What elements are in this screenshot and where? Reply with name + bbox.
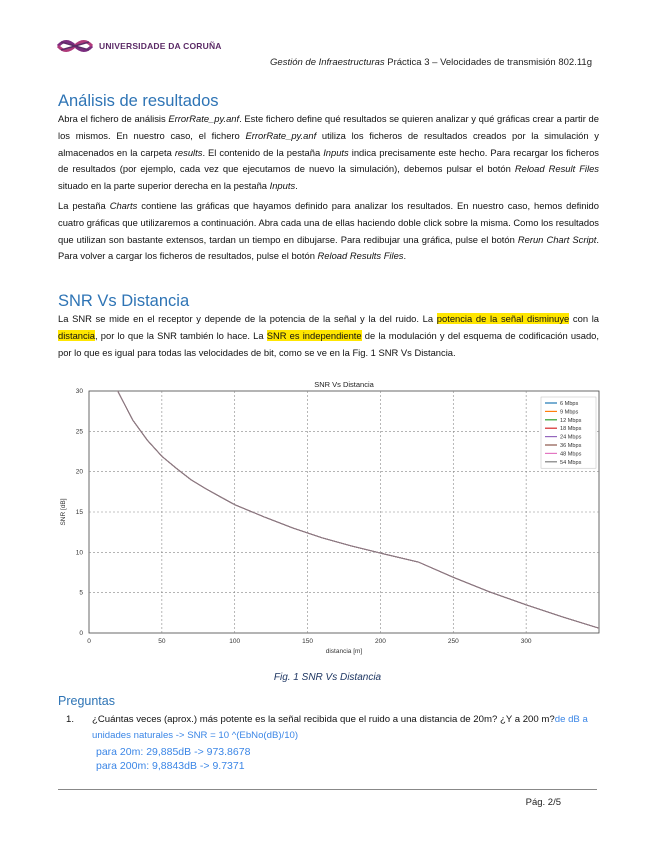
answer-20m: para 20m: 29,885dB -> 973.8678 — [96, 746, 251, 758]
paragraph-analisis-1 — [58, 111, 599, 195]
snr-chart — [53, 377, 609, 655]
italic-term: ErrorRate_py.anf — [168, 113, 240, 124]
question-number: 1. — [66, 714, 75, 725]
text-run: indica precisamente este hecho. Para recargar los ficheros de resultados (por ejemplo, cada vez que ejecutamos de nuevo la simulación), debemos pulsar el botón — [58, 146, 599, 175]
chart-title: SNR Vs Distancia — [314, 380, 374, 389]
legend-box — [541, 397, 596, 468]
document-header — [270, 57, 592, 68]
text-run: . — [295, 180, 298, 192]
udc-emblem-icon — [57, 36, 93, 56]
text-run: La SNR se mide en el receptor y depende de la potencia de la señal y la del ruido. La — [58, 313, 437, 324]
question-text — [92, 712, 603, 744]
italic-term: Inputs — [269, 180, 296, 192]
legend-label: 18 Mbps — [560, 426, 582, 433]
x-tick-label: 300 — [520, 638, 532, 645]
legend-label: 48 Mbps — [560, 451, 582, 458]
y-tick-label: 5 — [79, 589, 83, 597]
text-run: . Para volver a cargar los ficheros de resultados, pulse el botón — [58, 233, 599, 262]
text-run: La pestaña — [58, 200, 110, 211]
x-tick-label: 100 — [229, 638, 241, 645]
y-tick-label: 0 — [79, 630, 83, 637]
text-run: utiliza los ficheros de resultados creados por la simulación y almacenados en la carpeta — [58, 129, 599, 158]
y-tick-label: 30 — [75, 388, 83, 395]
legend-label: 6 Mbps — [560, 401, 579, 407]
italic-term: Rerun Chart Script — [517, 233, 597, 245]
italic-term: Charts — [109, 200, 138, 211]
university-logo — [57, 36, 222, 56]
footer-divider — [58, 789, 597, 790]
text-run: . — [403, 250, 407, 262]
text-run: . Este fichero define qué resultados se quieren analizar y qué gráficas crear a partir de los mismos. En nuestro caso, el fichero — [58, 113, 599, 141]
legend-label: 24 Mbps — [560, 434, 582, 441]
italic-term: Reload Result Files — [514, 163, 599, 175]
text-run: situado en la parte superior derecha en la pestaña — [58, 180, 270, 192]
section-title-snr: SNR Vs Distancia — [58, 292, 190, 310]
text-run: con la — [569, 313, 599, 324]
italic-term: results — [174, 146, 203, 158]
y-tick-label: 15 — [75, 509, 83, 516]
italic-term: Reload Results Files — [317, 250, 404, 262]
university-name: UNIVERSIDADE DA CORUÑA — [99, 41, 222, 51]
practice-title: Práctica 3 – Velocidades de transmisión 802.11g — [384, 57, 592, 68]
highlighted-text: distancia — [58, 329, 96, 341]
questions-title: Preguntas — [58, 694, 115, 708]
legend-label: 54 Mbps — [560, 459, 582, 466]
y-tick-label: 20 — [75, 468, 83, 476]
highlighted-text: SNR es independiente — [266, 329, 362, 341]
legend-label: 9 Mbps — [560, 409, 579, 416]
text-run: de la modulación y del esquema de codificación usado, por lo que es igual para todas las velocidades de bit, como se ve en la Fig. 1 SNR Vs Distancia. — [58, 329, 599, 358]
text-run: . El contenido de la pestaña — [202, 146, 324, 158]
x-tick-label: 200 — [374, 638, 386, 645]
x-tick-label: 50 — [158, 638, 166, 645]
answer-200m: para 200m: 9,8843dB -> 9.7371 — [96, 760, 245, 772]
x-tick-label: 150 — [302, 638, 314, 645]
question-1-note: de dB a unidades naturales -> SNR = 10 ^(EbNo(dB)/10) — [92, 714, 588, 741]
course-name: Gestión de Infraestructuras — [270, 57, 385, 68]
section-title-analisis: Análisis de resultados — [58, 92, 219, 110]
question-1-text: ¿Cuántas veces (aprox.) más potente es la señal recibida que el ruido a una distancia de 20m? ¿Y a 200 m? — [92, 714, 555, 725]
legend-label: 12 Mbps — [560, 417, 582, 424]
italic-term: Inputs — [323, 146, 349, 158]
y-tick-label: 25 — [75, 428, 83, 436]
snr-chart-svg — [53, 377, 609, 655]
x-axis-label: distancia [m] — [325, 648, 363, 655]
text-run: contiene las gráficas que hayamos definido para analizar los resultados. En nuestro caso, hemos definido cuatro gráficas que utilizaremos a continuación. Abra cada una de ellas haciendo doble click sobre la misma. Como los resultados que utilizan son bastante extensos, tardan un tiempo en dibujarse. Para redibujar una gráfica, pulse el botón — [58, 200, 599, 245]
y-tick-label: 10 — [75, 549, 83, 557]
italic-term: ErrorRate_py.anf — [245, 129, 317, 141]
paragraph-snr — [58, 311, 599, 361]
page-number: Pág. 2/5 — [525, 797, 561, 808]
x-tick-label: 250 — [447, 638, 459, 645]
text-run: , por lo que la SNR también lo hace. La — [95, 329, 267, 341]
paragraph-analisis-2 — [58, 198, 599, 265]
x-tick-label: 0 — [87, 638, 91, 645]
highlighted-text: potencia de la señal disminuye — [436, 313, 570, 324]
legend-label: 36 Mbps — [560, 443, 582, 449]
y-axis-label: SNR [dB] — [60, 498, 67, 526]
figure-caption: Fig. 1 SNR Vs Distancia — [273, 672, 382, 683]
text-run: Abra el fichero de análisis — [58, 113, 169, 124]
